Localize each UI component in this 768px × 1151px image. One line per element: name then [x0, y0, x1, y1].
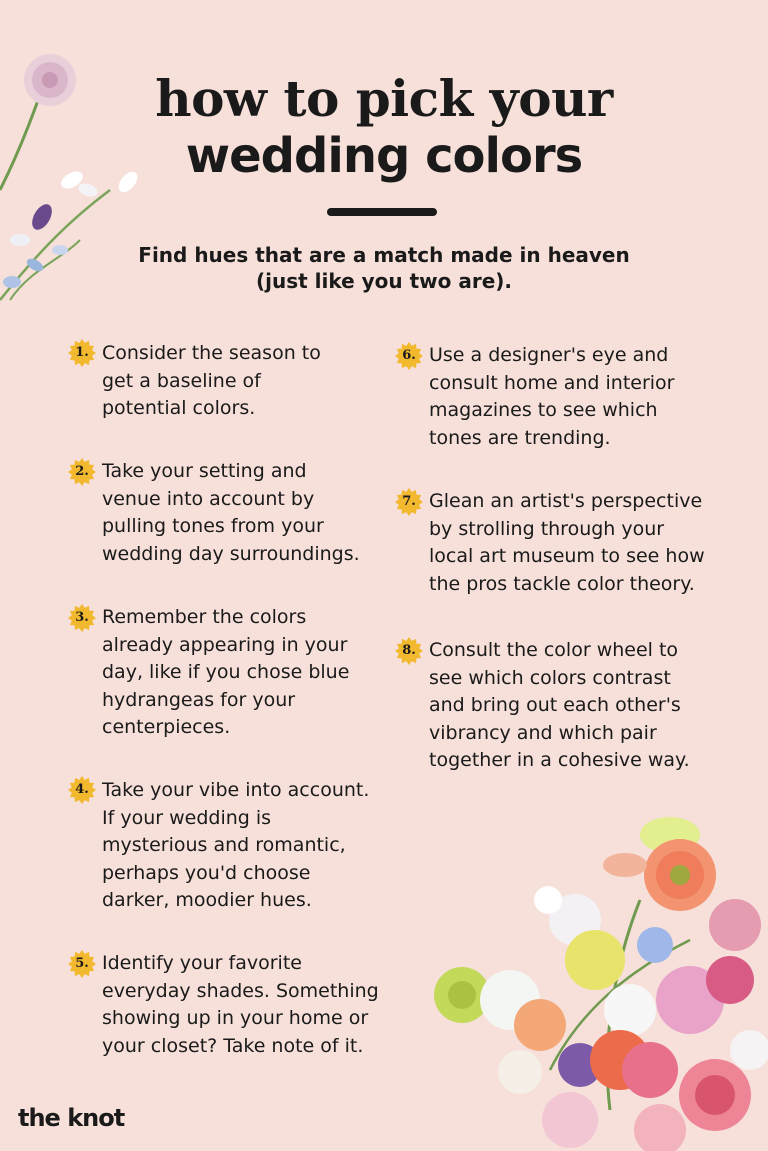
- tip-line: Use a designer's eye and: [429, 344, 669, 366]
- badge-number: 2.: [75, 464, 89, 479]
- number-badge-7: [394, 487, 424, 517]
- number-badge-8: [394, 636, 424, 666]
- tip-item-7: [429, 488, 705, 598]
- tip-line: If your wedding is: [102, 806, 272, 829]
- tip-item-4: [102, 777, 369, 915]
- number-badge-2: [67, 457, 97, 487]
- tip-line: hydrangeas for your: [102, 688, 296, 711]
- tip-line: and bring out each other's: [429, 694, 681, 716]
- bouquet-illustration: [430, 810, 768, 1151]
- tip-line: together in a cohesive way.: [429, 749, 690, 771]
- tip-line: vibrancy and which pair: [429, 721, 657, 744]
- tip-line: your closet? Take note of it.: [102, 1034, 364, 1057]
- tip-item-5: [102, 950, 379, 1060]
- tip-line: showing up in your home or: [102, 1007, 369, 1029]
- tip-line: consult home and interior: [429, 371, 675, 394]
- title-line-2: wedding colors: [185, 128, 583, 184]
- the-knot-logo: the knot: [18, 1104, 125, 1132]
- tip-line: venue into account by: [102, 487, 315, 510]
- tip-line: mysterious and romantic,: [102, 834, 346, 856]
- subtitle-line-1: Find hues that are a match made in heaven: [138, 243, 630, 267]
- tip-line: already appearing in your: [102, 633, 348, 656]
- subtitle-line-2: (just like you two are).: [255, 269, 513, 293]
- tip-line: Consult the color wheel to: [429, 639, 679, 661]
- tip-line: tones are trending.: [429, 426, 611, 449]
- tip-line: the pros tackle color theory.: [429, 572, 695, 595]
- tip-item-8: [429, 637, 690, 775]
- badge-number: 3.: [75, 610, 89, 625]
- title-line-1: how to pick your: [155, 69, 613, 128]
- tip-item-6: [429, 342, 675, 452]
- tip-line: perhaps you'd choose: [102, 861, 311, 884]
- tip-line: Remember the colors: [102, 606, 307, 628]
- number-badge-4: [67, 775, 97, 805]
- tip-line: pulling tones from your: [102, 515, 324, 537]
- tip-line: Consider the season to: [102, 342, 321, 364]
- tip-line: Glean an artist's perspective: [429, 490, 703, 512]
- title-divider: [327, 208, 437, 216]
- badge-number: 7.: [402, 494, 416, 509]
- top-left-flowers-illustration: [0, 50, 150, 310]
- number-badge-5: [67, 949, 97, 979]
- tip-line: Take your setting and: [102, 460, 307, 482]
- number-badge-6: [394, 341, 424, 371]
- tip-line: day, like if you chose blue: [102, 661, 350, 683]
- tip-item-1: [102, 340, 321, 423]
- badge-number: 1.: [75, 345, 89, 360]
- tip-line: Identify your favorite: [102, 952, 302, 974]
- tip-item-3: [102, 604, 349, 742]
- tip-line: by strolling through your: [429, 517, 665, 540]
- tip-line: centerpieces.: [102, 716, 231, 738]
- tip-line: darker, moodier hues.: [102, 889, 312, 911]
- tip-line: magazines to see which: [429, 399, 658, 421]
- number-badge-1: [67, 338, 97, 368]
- tip-line: Take your vibe into account.: [102, 779, 370, 801]
- badge-number: 5.: [75, 956, 89, 971]
- badge-number: 4.: [75, 782, 89, 797]
- tip-line: local art museum to see how: [429, 545, 705, 567]
- tip-line: wedding day surroundings.: [102, 542, 360, 565]
- tip-line: see which colors contrast: [429, 666, 671, 689]
- number-badge-3: [67, 603, 97, 633]
- tip-line: potential colors.: [102, 397, 256, 419]
- badge-number: 8.: [402, 643, 416, 658]
- tip-item-2: [102, 458, 360, 568]
- badge-number: 6.: [402, 348, 416, 363]
- tip-line: get a baseline of: [102, 369, 261, 392]
- tip-line: everyday shades. Something: [102, 979, 379, 1002]
